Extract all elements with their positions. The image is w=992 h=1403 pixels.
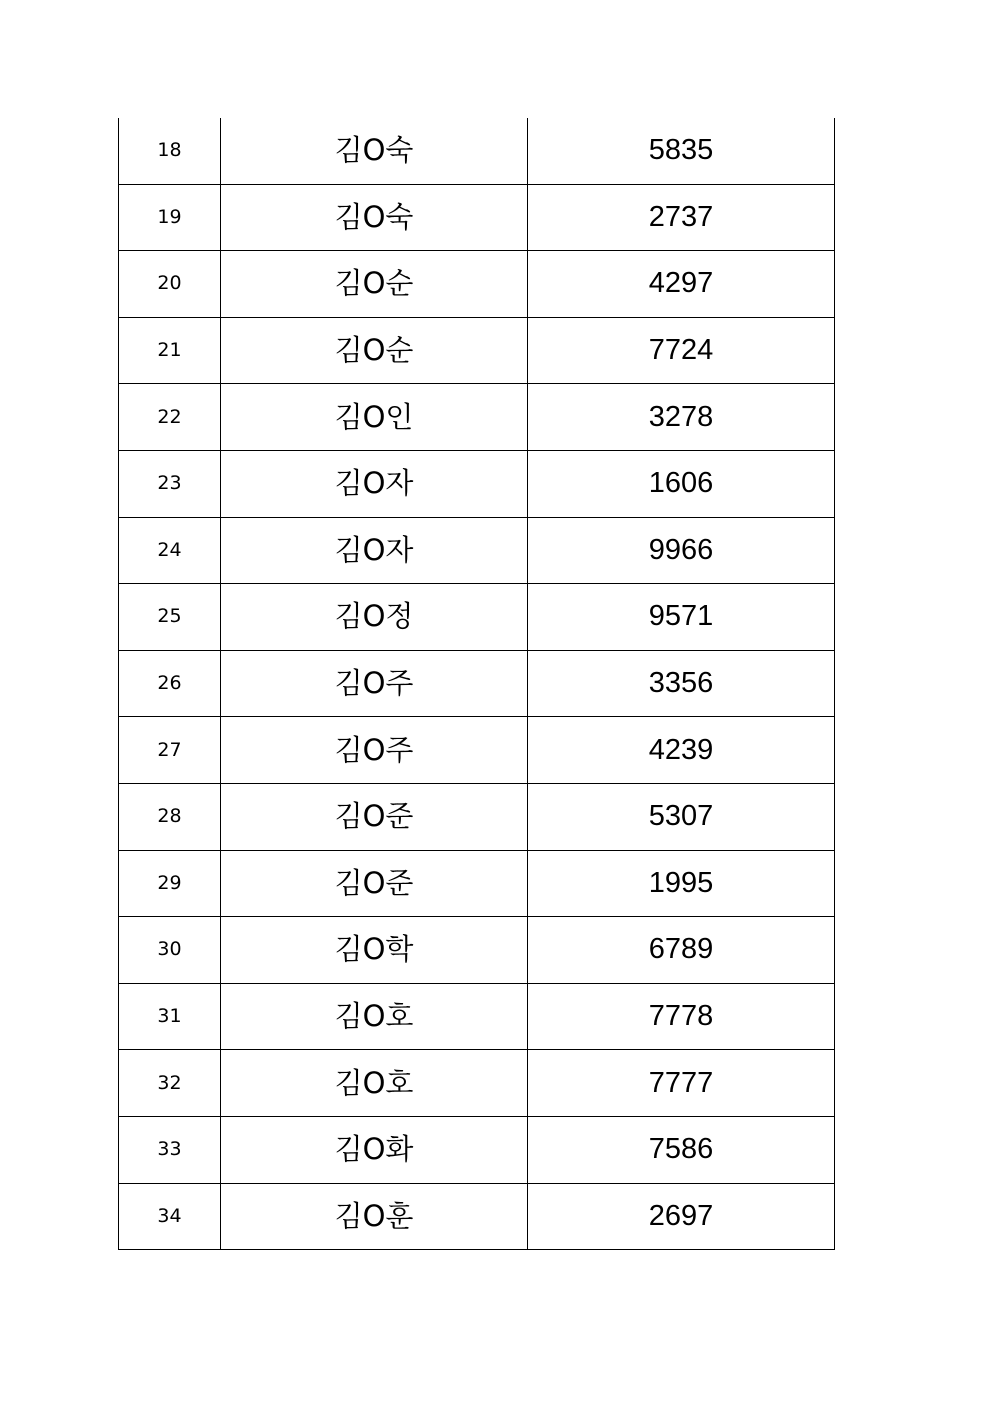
code-cell: 7778 — [528, 983, 835, 1050]
code-cell: 3356 — [528, 650, 835, 717]
table-row — [119, 983, 835, 1050]
name-cell: 김O화 — [221, 1116, 528, 1183]
row-number-cell: 18 — [119, 118, 221, 184]
name-cell: 김O숙 — [221, 184, 528, 251]
code-cell: 2697 — [528, 1183, 835, 1250]
row-number-cell: 20 — [119, 251, 221, 318]
table-row — [119, 251, 835, 318]
code-cell: 9571 — [528, 584, 835, 651]
table-row — [119, 783, 835, 850]
row-number-cell: 34 — [119, 1183, 221, 1250]
table-row — [119, 184, 835, 251]
name-cell: 김O자 — [221, 450, 528, 517]
table-row — [119, 917, 835, 984]
code-cell: 7724 — [528, 317, 835, 384]
row-number-cell: 33 — [119, 1116, 221, 1183]
name-cell: 김O정 — [221, 584, 528, 651]
table-row — [119, 384, 835, 451]
table-row — [119, 1183, 835, 1250]
row-number-cell: 23 — [119, 450, 221, 517]
table-row — [119, 517, 835, 584]
table-row — [119, 650, 835, 717]
code-cell: 6789 — [528, 917, 835, 984]
name-cell: 김O주 — [221, 650, 528, 717]
row-number-cell: 26 — [119, 650, 221, 717]
row-number-cell: 24 — [119, 517, 221, 584]
row-number-cell: 27 — [119, 717, 221, 784]
table-row — [119, 717, 835, 784]
roster-table — [118, 118, 835, 1250]
code-cell: 1606 — [528, 450, 835, 517]
code-cell: 4297 — [528, 251, 835, 318]
table-row — [119, 317, 835, 384]
row-number-cell: 30 — [119, 917, 221, 984]
name-cell: 김O순 — [221, 251, 528, 318]
row-number-cell: 25 — [119, 584, 221, 651]
table-row — [119, 1116, 835, 1183]
code-cell: 5835 — [528, 118, 835, 184]
code-cell: 2737 — [528, 184, 835, 251]
code-cell: 4239 — [528, 717, 835, 784]
name-cell: 김O준 — [221, 783, 528, 850]
name-cell: 김O호 — [221, 1050, 528, 1117]
table-row — [119, 118, 835, 184]
name-cell: 김O학 — [221, 917, 528, 984]
row-number-cell: 32 — [119, 1050, 221, 1117]
code-cell: 1995 — [528, 850, 835, 917]
name-cell: 김O순 — [221, 317, 528, 384]
code-cell: 7777 — [528, 1050, 835, 1117]
table-row — [119, 850, 835, 917]
row-number-cell: 31 — [119, 983, 221, 1050]
code-cell: 9966 — [528, 517, 835, 584]
name-cell: 김O준 — [221, 850, 528, 917]
name-cell: 김O자 — [221, 517, 528, 584]
code-cell: 3278 — [528, 384, 835, 451]
name-cell: 김O훈 — [221, 1183, 528, 1250]
row-number-cell: 22 — [119, 384, 221, 451]
name-cell: 김O숙 — [221, 118, 528, 184]
row-number-cell: 21 — [119, 317, 221, 384]
table-row — [119, 584, 835, 651]
name-cell: 김O호 — [221, 983, 528, 1050]
row-number-cell: 29 — [119, 850, 221, 917]
code-cell: 7586 — [528, 1116, 835, 1183]
table-row — [119, 450, 835, 517]
row-number-cell: 19 — [119, 184, 221, 251]
row-number-cell: 28 — [119, 783, 221, 850]
name-cell: 김O인 — [221, 384, 528, 451]
code-cell: 5307 — [528, 783, 835, 850]
roster-table-body — [119, 118, 835, 1250]
table-row — [119, 1050, 835, 1117]
name-cell: 김O주 — [221, 717, 528, 784]
